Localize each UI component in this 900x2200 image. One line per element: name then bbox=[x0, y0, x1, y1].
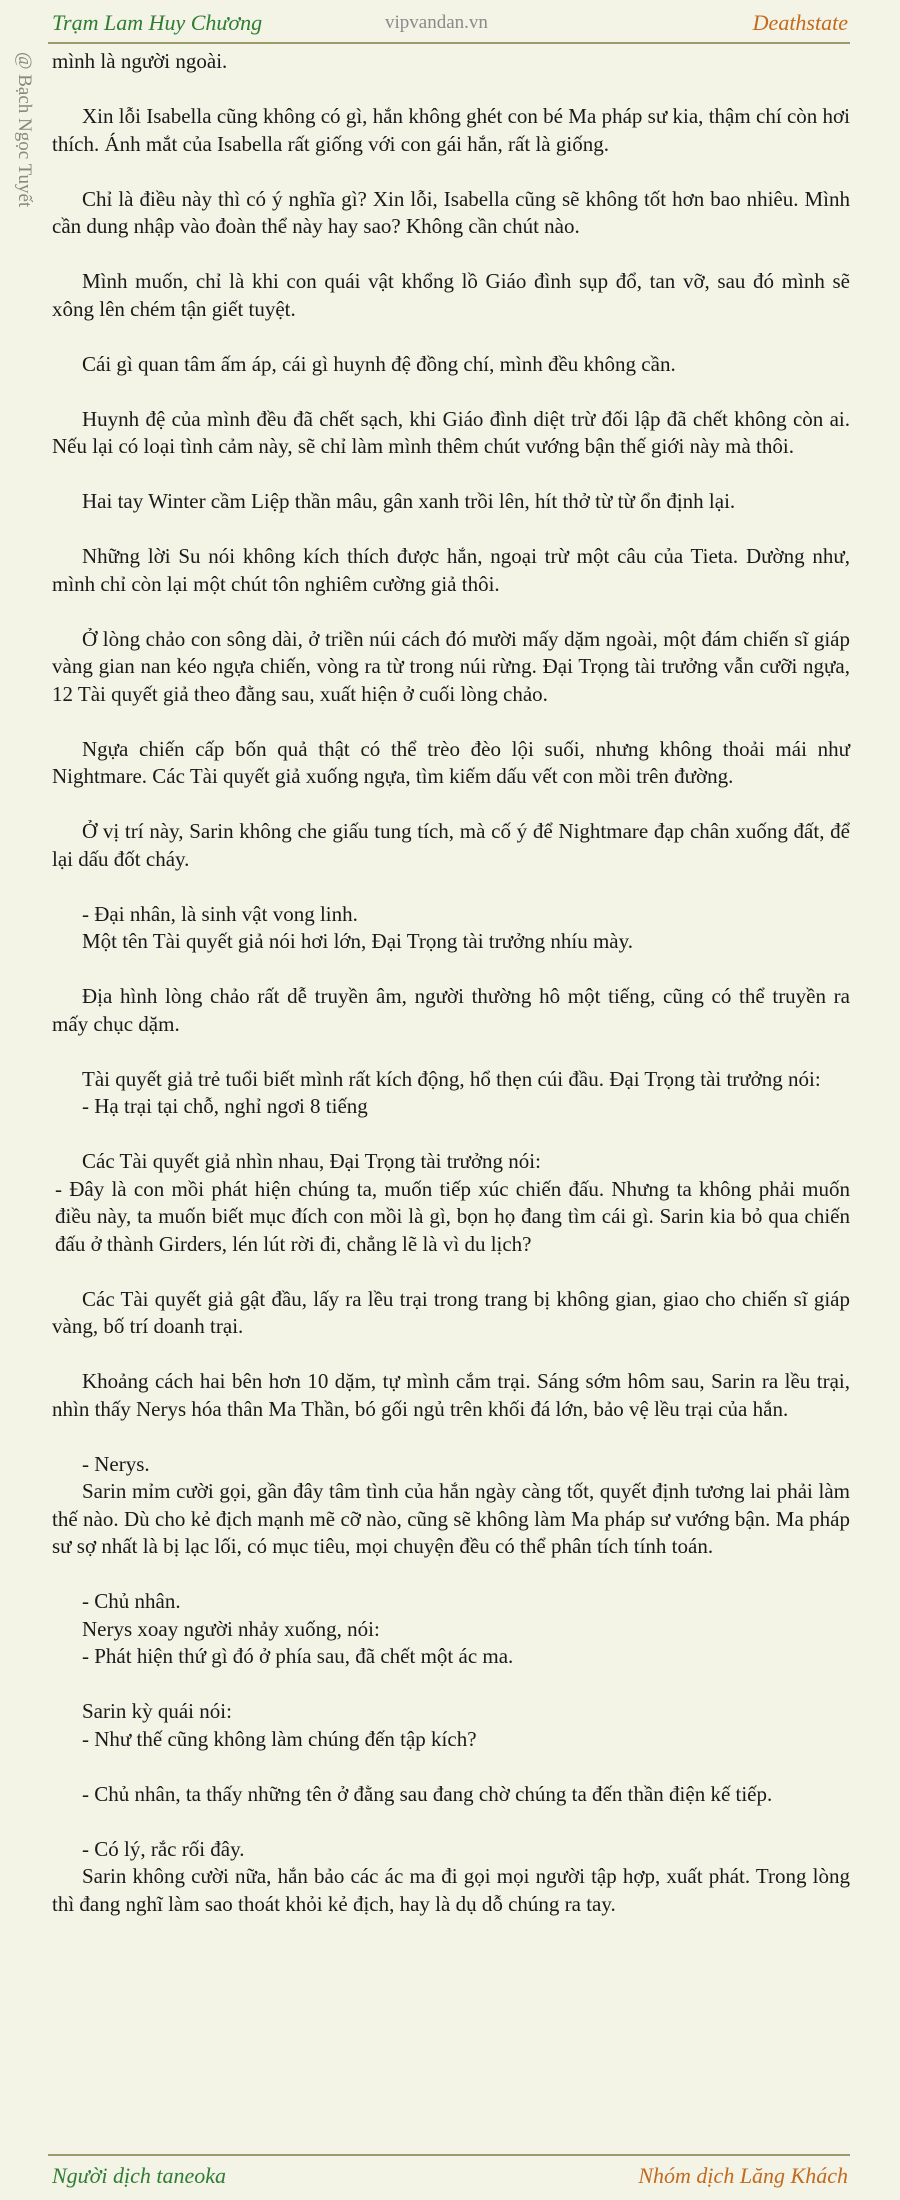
dialogue-line: - Hạ trại tại chỗ, nghỉ ngơi 8 tiếng bbox=[82, 1094, 368, 1118]
paragraph: Hai tay Winter cầm Liệp thần mâu, gân xanh trồi lên, hít thở từ từ ổn định lại. bbox=[82, 489, 736, 513]
footer-translation-group: Nhóm dịch Lăng Khách bbox=[638, 2163, 848, 2188]
dialogue-line: - Phát hiện thứ gì đó ở phía sau, đã chết một ác ma. bbox=[82, 1644, 514, 1668]
sidebar-credit bbox=[6, 52, 42, 282]
dialogue-block bbox=[52, 901, 850, 956]
paragraph: Địa hình lòng chảo rất dễ truyền âm, người thường hô một tiếng, cũng có thể truyền ra mấy chục dặm. bbox=[52, 984, 850, 1036]
sidebar-credit-text: @ Bạch Ngọc Tuyết bbox=[14, 52, 35, 208]
footer-divider bbox=[48, 2154, 850, 2156]
dialogue-line: - Như thế cũng không làm chúng đến tập kích? bbox=[82, 1726, 477, 1751]
narration-line: Sarin mỉm cười gọi, gần đây tâm tình của hắn ngày càng tốt, quyết định tương lai phải làm thế nào. Dù cho kẻ địch mạnh mẽ cỡ nào, cũng sẽ không làm Ma pháp sư vướng bận. Ma pháp sư sợ nhất là bị lạc lối, có mục tiêu, mọi chuyện đều có thể phân tích tính toán. bbox=[52, 1479, 850, 1558]
dialogue-line: - Đại nhân, là sinh vật vong linh. bbox=[82, 901, 358, 926]
header-divider bbox=[48, 42, 850, 44]
dialogue-block bbox=[52, 1781, 850, 1809]
chapter-content bbox=[52, 48, 850, 1946]
dialogue-line: - Đây là con mồi phát hiện chúng ta, muốn tiếp xúc chiến đấu. Nhưng ta không phải muốn điều này, ta muốn biết mục đích con mồi là gì, bọn họ đang tìm cái gì. Sarin kia bỏ qua chiến đấu ở thành Girders, lén lút rời đi, chẳng lẽ là vì du lịch? bbox=[55, 1176, 850, 1256]
dialogue-line: - Có lý, rắc rối đây. bbox=[82, 1836, 245, 1861]
dialogue-line: - Nerys. bbox=[82, 1451, 150, 1476]
paragraph: Huynh đệ của mình đều đã chết sạch, khi Giáo đình diệt trừ đối lập đã chết không còn ai. Nếu lại có loại tình cảm này, sẽ chỉ làm mình thêm chút vướng bận thế giới này mà thôi. bbox=[52, 406, 850, 458]
paragraph: Ngựa chiến cấp bốn quả thật có thể trèo đèo lội suối, nhưng không thoải mái như Nightmare. Các Tài quyết giả xuống ngựa, tìm kiếm dấu vết con mồi trên đường. bbox=[52, 736, 850, 788]
paragraph: Mình muốn, chỉ là khi con quái vật khổng lồ Giáo đình sụp đổ, tan vỡ, sau đó mình sẽ xông lên chém tận giết tuyệt. bbox=[52, 269, 850, 321]
narration-line: Tài quyết giả trẻ tuổi biết mình rất kích động, hổ thẹn cúi đầu. Đại Trọng tài trưởng nói: bbox=[82, 1066, 821, 1091]
paragraph: Những lời Su nói không kích thích được hắn, ngoại trừ một câu của Tieta. Dường như, mình chỉ còn lại một chút tôn nghiêm cường giả thôi. bbox=[52, 544, 850, 596]
dialogue-block bbox=[52, 1148, 850, 1258]
paragraph: Cái gì quan tâm ấm áp, cái gì huynh đệ đồng chí, mình đều không cần. bbox=[82, 351, 676, 376]
narration-line: Các Tài quyết giả nhìn nhau, Đại Trọng tài trưởng nói: bbox=[82, 1149, 541, 1173]
paragraph: Xin lỗi Isabella cũng không có gì, hắn không ghét con bé Ma pháp sư kia, thậm chí còn hơi thích. Ánh mắt của Isabella rất giống với con gái hắn, rất là giống. bbox=[52, 104, 850, 156]
paragraph: Chỉ là điều này thì có ý nghĩa gì? Xin lỗi, Isabella cũng sẽ không tốt hơn bao nhiêu. Mình cần dung nhập vào đoàn thể này hay sao? Không cần chút nào. bbox=[52, 186, 850, 238]
paragraph: Các Tài quyết giả gật đầu, lấy ra lều trại trong trang bị không gian, giao cho chiến sĩ giáp vàng, bố trí doanh trại. bbox=[52, 1286, 850, 1338]
dialogue-line: - Chủ nhân. bbox=[82, 1589, 181, 1613]
narration-line: Sarin kỳ quái nói: bbox=[82, 1699, 232, 1723]
dialogue-block bbox=[52, 1836, 850, 1919]
paragraph: Ở vị trí này, Sarin không che giấu tung tích, mà cố ý để Nightmare đạp chân xuống đất, để lại dấu đốt cháy. bbox=[52, 819, 850, 871]
header-url[interactable]: vipvandan.vn bbox=[385, 12, 488, 33]
page-header bbox=[0, 0, 900, 42]
dialogue-block bbox=[52, 1451, 850, 1561]
dialogue-block bbox=[52, 1588, 850, 1671]
narration-line: Nerys xoay người nhảy xuống, nói: bbox=[82, 1616, 380, 1641]
footer-translator: Người dịch taneoka bbox=[52, 2163, 227, 2188]
dialogue-block bbox=[52, 1698, 850, 1753]
paragraph: mình là người ngoài. bbox=[52, 49, 228, 73]
paragraph: Ở lòng chảo con sông dài, ở triền núi cách đó mười mấy dặm ngoài, một đám chiến sĩ giáp vàng gian nan kéo ngựa chiến, vòng ra từ trong núi rừng. Đại Trọng tài trưởng vẫn cưỡi ngựa, 12 Tài quyết giả theo đằng sau, xuất hiện ở cuối lòng chảo. bbox=[52, 626, 850, 706]
header-site-name: Trạm Lam Huy Chương bbox=[52, 10, 263, 35]
header-book-title: Deathstate bbox=[752, 10, 848, 35]
paragraph: Khoảng cách hai bên hơn 10 dặm, tự mình cắm trại. Sáng sớm hôm sau, Sarin ra lều trại, nhìn thấy Nerys hóa thân Ma Thần, bó gối ngủ trên khối đá lớn, bảo vệ lều trại của hắn. bbox=[52, 1369, 850, 1421]
dialogue-block bbox=[52, 1066, 850, 1121]
dialogue-line: - Chủ nhân, ta thấy những tên ở đằng sau đang chờ chúng ta đến thần điện kế tiếp. bbox=[82, 1781, 773, 1806]
narration-line: Một tên Tài quyết giả nói hơi lớn, Đại Trọng tài trưởng nhíu mày. bbox=[82, 929, 633, 953]
narration-line: Sarin không cười nữa, hắn bảo các ác ma đi gọi mọi người tập hợp, xuất phát. Trong lòng thì đang nghĩ làm sao thoát khỏi kẻ địch, hay là dụ dỗ chúng ra tay. bbox=[52, 1864, 850, 1916]
